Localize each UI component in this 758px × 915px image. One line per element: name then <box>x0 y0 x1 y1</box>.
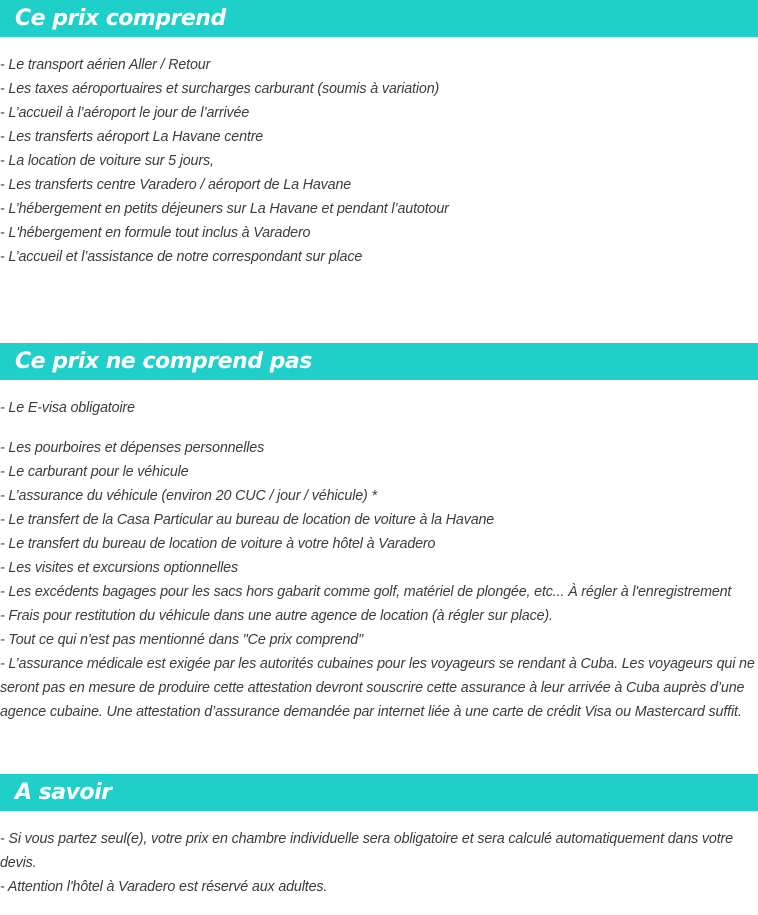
list-item: - Les visites et excursions optionnelles <box>0 560 238 576</box>
list-item: - L’assurance médicale est exigée par les autorités cubaines pour les voyageurs se rendant à Cuba. Les voyageurs qui ne seront pas en mesure de produire cette attestation devront souscrire cette assurance à leur arrivée à Cuba auprès d’une agence cubaine. Une attestation d’assurance demandée par internet liée à une carte de crédit Visa ou Mastercard suffit. <box>0 656 755 720</box>
list-item: - Le transfert du bureau de location de voiture à votre hôtel à Varadero <box>0 536 436 552</box>
list-item: - Le E-visa obligatoire <box>0 400 135 416</box>
list-item: - Si vous partez seul(e), votre prix en chambre individuelle sera obligatoire et sera calculé automatiquement dans votre devis. <box>0 831 733 871</box>
list-item: - Le carburant pour le véhicule <box>0 464 189 480</box>
list-item: - Les transferts centre Varadero / aéroport de La Havane <box>0 177 352 193</box>
section-header-not-included: Ce prix ne comprend pas <box>0 343 758 380</box>
list-item: - L’accueil à l’aéroport le jour de l’arrivée <box>0 105 250 121</box>
list-item: - Les transferts aéroport La Havane centre <box>0 129 264 145</box>
section-header-to-know: A savoir <box>0 774 758 811</box>
list-item: - L'hébergement en formule tout inclus à Varadero <box>0 225 311 241</box>
list-item: - Frais pour restitution du véhicule dans une autre agence de location (à régler sur place). <box>0 608 553 624</box>
list-item: - L’assurance du véhicule (environ 20 CUC / jour / véhicule) * <box>0 488 377 504</box>
list-item: - La location de voiture sur 5 jours, <box>0 153 214 169</box>
not-included-list <box>0 396 758 724</box>
list-item: - Tout ce qui n'est pas mentionné dans "Ce prix comprend" <box>0 632 364 648</box>
list-item: - Le transport aérien Aller / Retour <box>0 57 211 73</box>
section-header-included: Ce prix comprend <box>0 0 758 37</box>
list-item: - Les pourboires et dépenses personnelles <box>0 440 265 456</box>
list-item: - Les excédents bagages pour les sacs hors gabarit comme golf, matériel de plongée, etc... À régler à l'enregistrement <box>0 584 732 600</box>
included-list <box>0 53 758 269</box>
list-item: - Les taxes aéroportuaires et surcharges carburant (soumis à variation) <box>0 81 440 97</box>
list-item: - Attention l'hôtel à Varadero est réservé aux adultes. <box>0 879 328 895</box>
to-know-list <box>0 827 758 899</box>
list-item: - L’hébergement en petits déjeuners sur La Havane et pendant l’autotour <box>0 201 449 217</box>
list-item: - Le transfert de la Casa Particular au bureau de location de voiture à la Havane <box>0 512 495 528</box>
list-item: - L’accueil et l’assistance de notre correspondant sur place <box>0 249 363 265</box>
